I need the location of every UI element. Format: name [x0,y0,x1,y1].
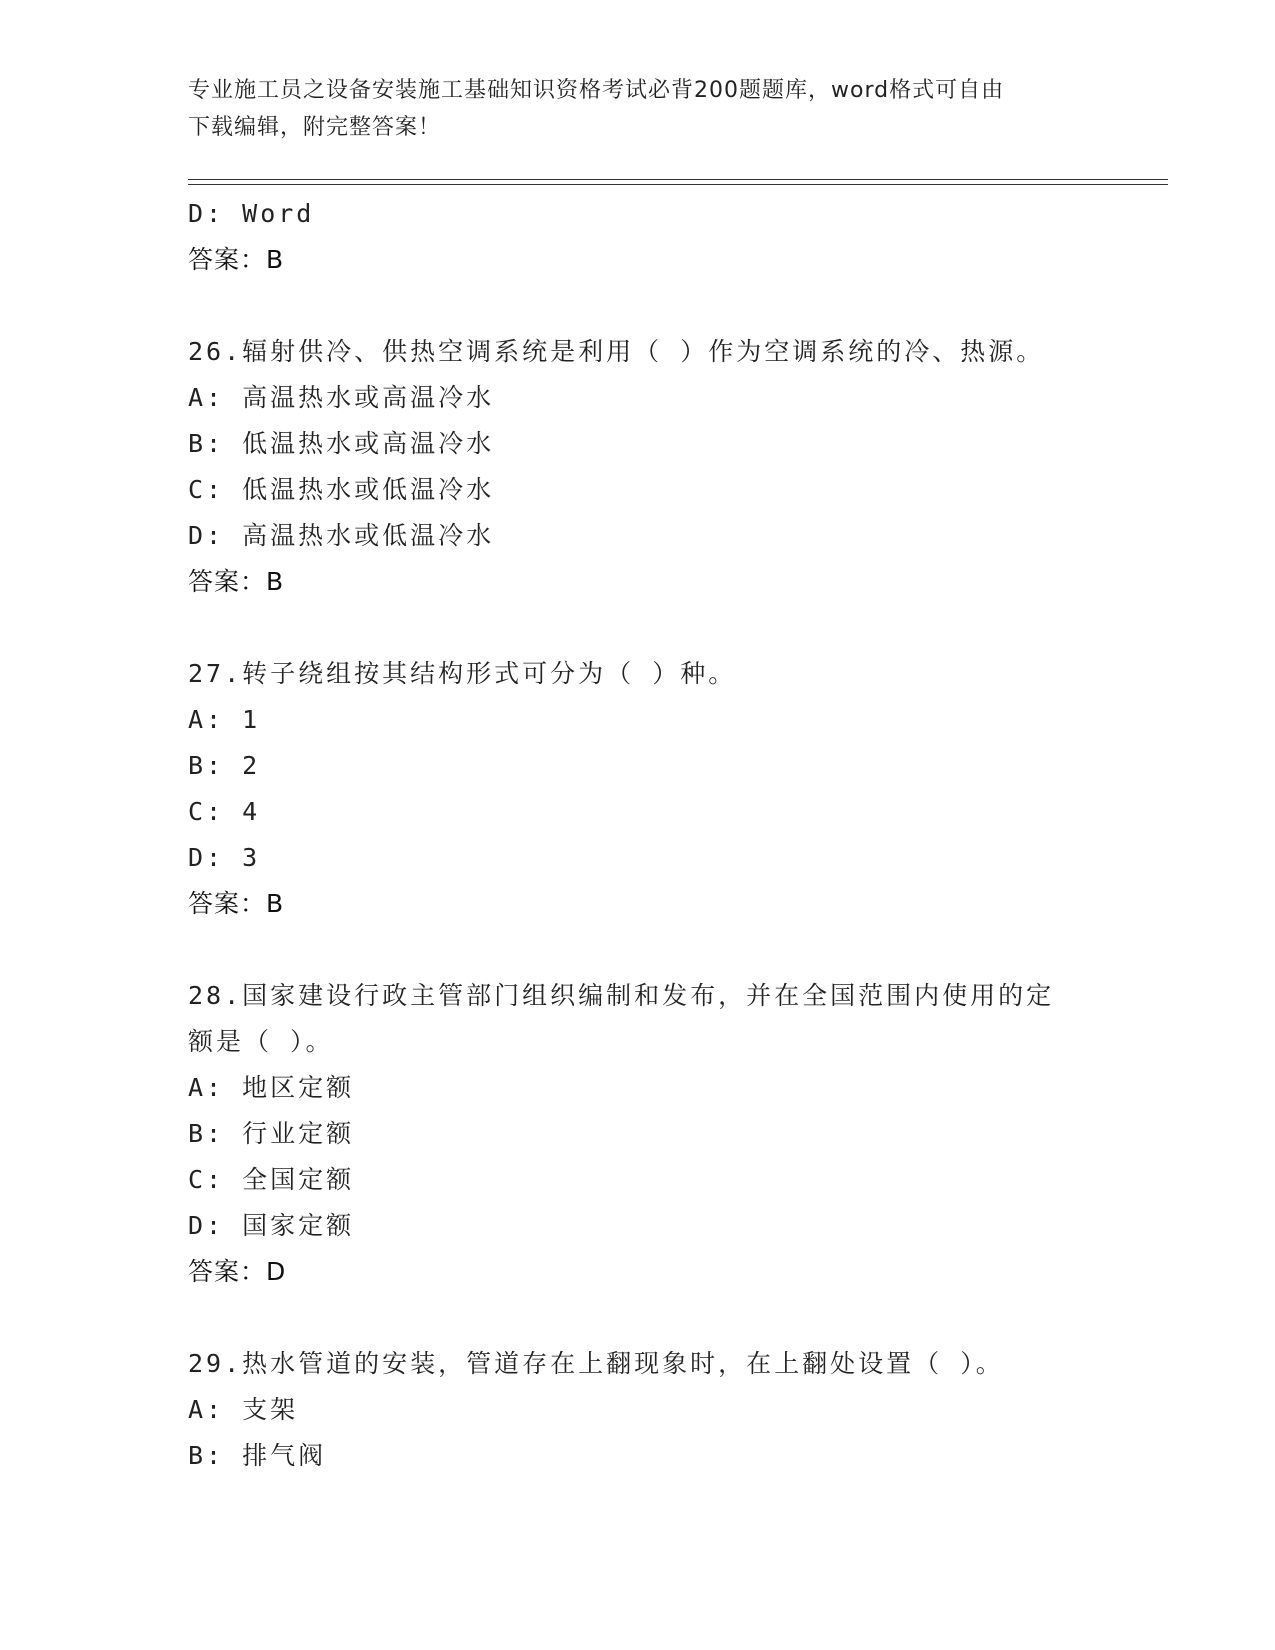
question-28-option-b: B: 行业定额 [188,1119,355,1148]
question-27-option-a: A: 1 [188,705,261,734]
question-28-answer: 答案：D [188,1257,287,1286]
document-content [188,191,1168,1479]
question-28-stem-line-1: 28.国家建设行政主管部门组织编制和发布，并在全国范围内使用的定 [188,981,1055,1010]
question-29-stem: 29.热水管道的安装，管道存在上翻现象时，在上翻处设置（ ）。 [188,1349,1004,1378]
question-26-stem: 26.辐射供冷、供热空调系统是利用（ ）作为空调系统的冷、热源。 [188,337,1045,366]
answer-prev: 答案：B [188,245,285,274]
question-28-stem-line-2: 额是（ ）。 [188,1027,334,1056]
document-page [188,0,1168,1650]
question-27-option-d: D: 3 [188,843,261,872]
document-header [188,72,1088,146]
header-title-line-1: 专业施工员之设备安装施工基础知识资格考试必背200题题库，word格式可自由 [188,78,1005,103]
header-title-line-2: 下载编辑，附完整答案！ [188,115,442,140]
question-27-option-c: C: 4 [188,797,261,826]
question-26-answer: 答案：B [188,567,285,596]
question-27-answer: 答案：B [188,889,285,918]
question-28-option-a: A: 地区定额 [188,1073,355,1102]
question-29-option-b: B: 排气阀 [188,1441,327,1470]
question-26-option-d: D: 高温热水或低温冷水 [188,521,495,550]
question-28-option-c: C: 全国定额 [188,1165,355,1194]
question-27-stem: 27.转子绕组按其结构形式可分为（ ）种。 [188,659,737,688]
header-divider-top [188,179,1168,180]
question-29-option-a: A: 支架 [188,1395,299,1424]
question-28-option-d: D: 国家定额 [188,1211,355,1240]
question-26-option-b: B: 低温热水或高温冷水 [188,429,495,458]
question-26-option-a: A: 高温热水或高温冷水 [188,383,495,412]
question-27-option-b: B: 2 [188,751,261,780]
header-divider-bottom [188,184,1168,185]
option-d-prev: D: Word [188,199,315,228]
question-26-option-c: C: 低温热水或低温冷水 [188,475,495,504]
